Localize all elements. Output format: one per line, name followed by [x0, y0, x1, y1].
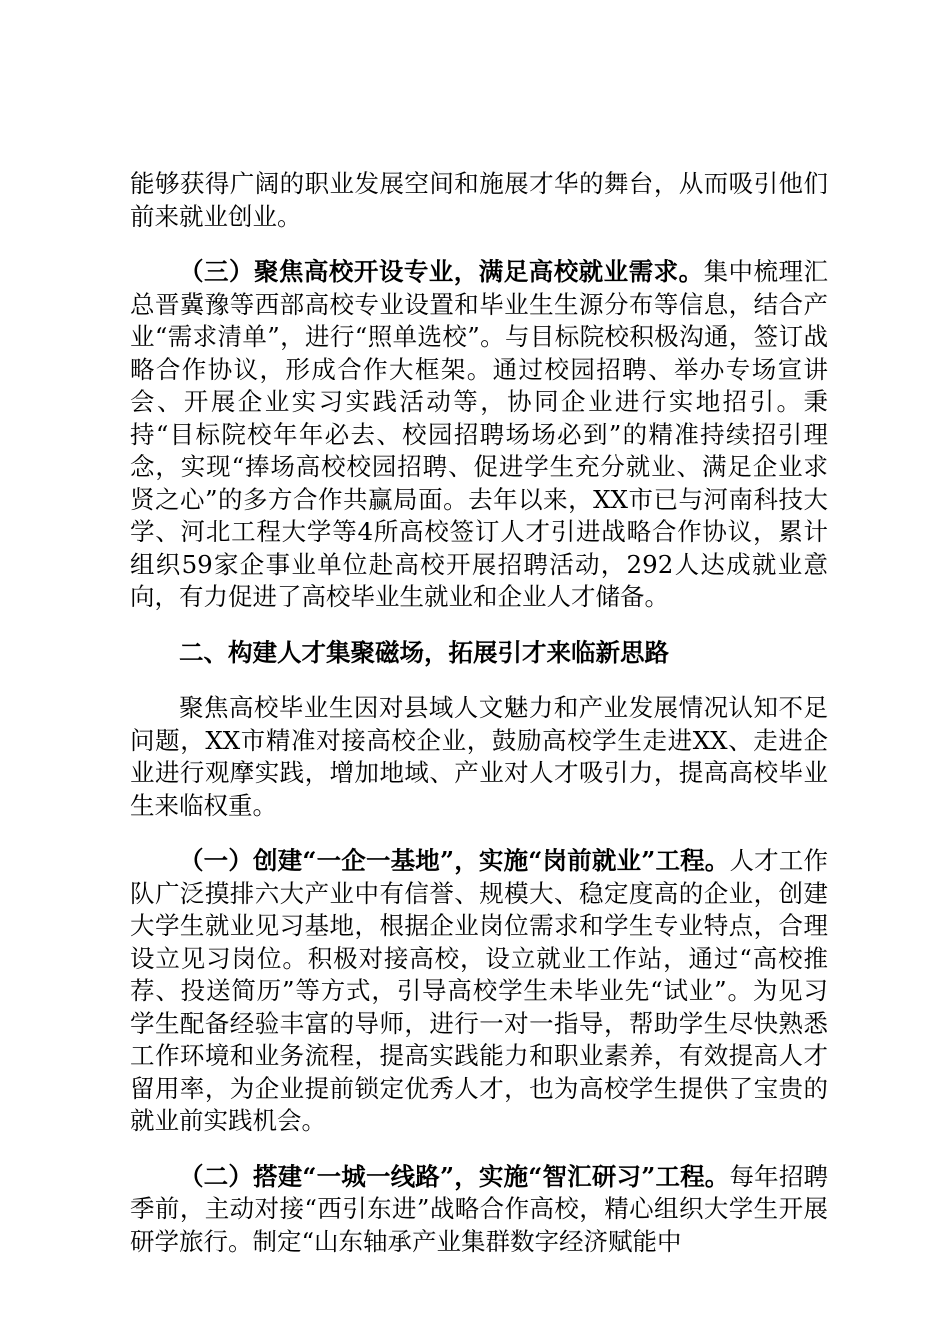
section-lead: （二）搭建“一城一线路”，实施“智汇研习”工程。 — [179, 1161, 730, 1191]
chapter-heading: 二、构建人才集聚磁场，拓展引才来临新思路 — [179, 637, 669, 667]
section-lead: （一）创建“一企一基地”，实施“岗前就业”工程。 — [179, 846, 730, 875]
paragraph-text: 人才工作队广泛摸排六大产业中有信誉、规模大、稳定度高的企业，创建大学生就业见习基地，根据企业岗位需求和学生专业特点，合理设立见习岗位。积极对接高校，设立就业工作站，通过“高校推荐、投送简历”等方式，引导高校学生未毕业先“试业”。为见习学生配备经验丰富的导师，进行一对一指导，帮助学生尽快熟悉工作环境和业务流程，提高实践能力和职业素养，有效提高人才留用率，为企业提前锁定优秀人才，也为高校学生提供了宝贵的就业前实践机会。 — [130, 846, 828, 1135]
paragraph-section-two — [130, 1161, 828, 1259]
paragraph-text: 聚焦高校毕业生因对县域人文魅力和产业发展情况认知不足问题，XX市精准对接高校企业，鼓励高校学生走进XX、走进企业进行观摩实践，增加地域、产业对人才吸引力，提高高校毕业生来临权重。 — [130, 693, 828, 820]
paragraph-text: 能够获得广阔的职业发展空间和施展才华的舞台，从而吸引他们前来就业创业。 — [130, 169, 828, 231]
paragraph-body — [130, 692, 828, 822]
paragraph-text: 集中梳理汇总晋冀豫等西部高校专业设置和毕业生生源分布等信息，结合产业“需求清单”，进行“照单选校”。与目标院校积极沟通，签订战略合作协议，形成合作大框架。通过校园招聘、举办专场宣讲会、开展企业实习实践活动等，协同企业进行实地招引。秉持“目标院校年年必去、校园招聘场场必到”的精准持续招引理念，实现“捧场高校校园招聘、促进学生充分就业、满足企业求贤之心”的多方合作共赢局面。去年以来，XX市已与河南科技大学、河北工程大学等4所高校签订人才引进战略合作协议，累计组织59家企事业单位赴高校开展招聘活动，292人达成就业意向，有力促进了高校毕业生就业和企业人才储备。 — [130, 257, 828, 611]
paragraph-section-one — [130, 845, 828, 1138]
section-lead: （三）聚焦高校开设专业，满足高校就业需求。 — [179, 257, 704, 286]
paragraph-section-three — [130, 256, 828, 614]
paragraph-continuation — [130, 168, 828, 233]
document-page — [130, 168, 828, 1281]
paragraph-text: 每年招聘季前，主动对接“西引东进”战略合作高校，精心组织大学生开展研学旅行。制定“山东轴承产业集群数字经济赋能中 — [130, 1161, 828, 1256]
